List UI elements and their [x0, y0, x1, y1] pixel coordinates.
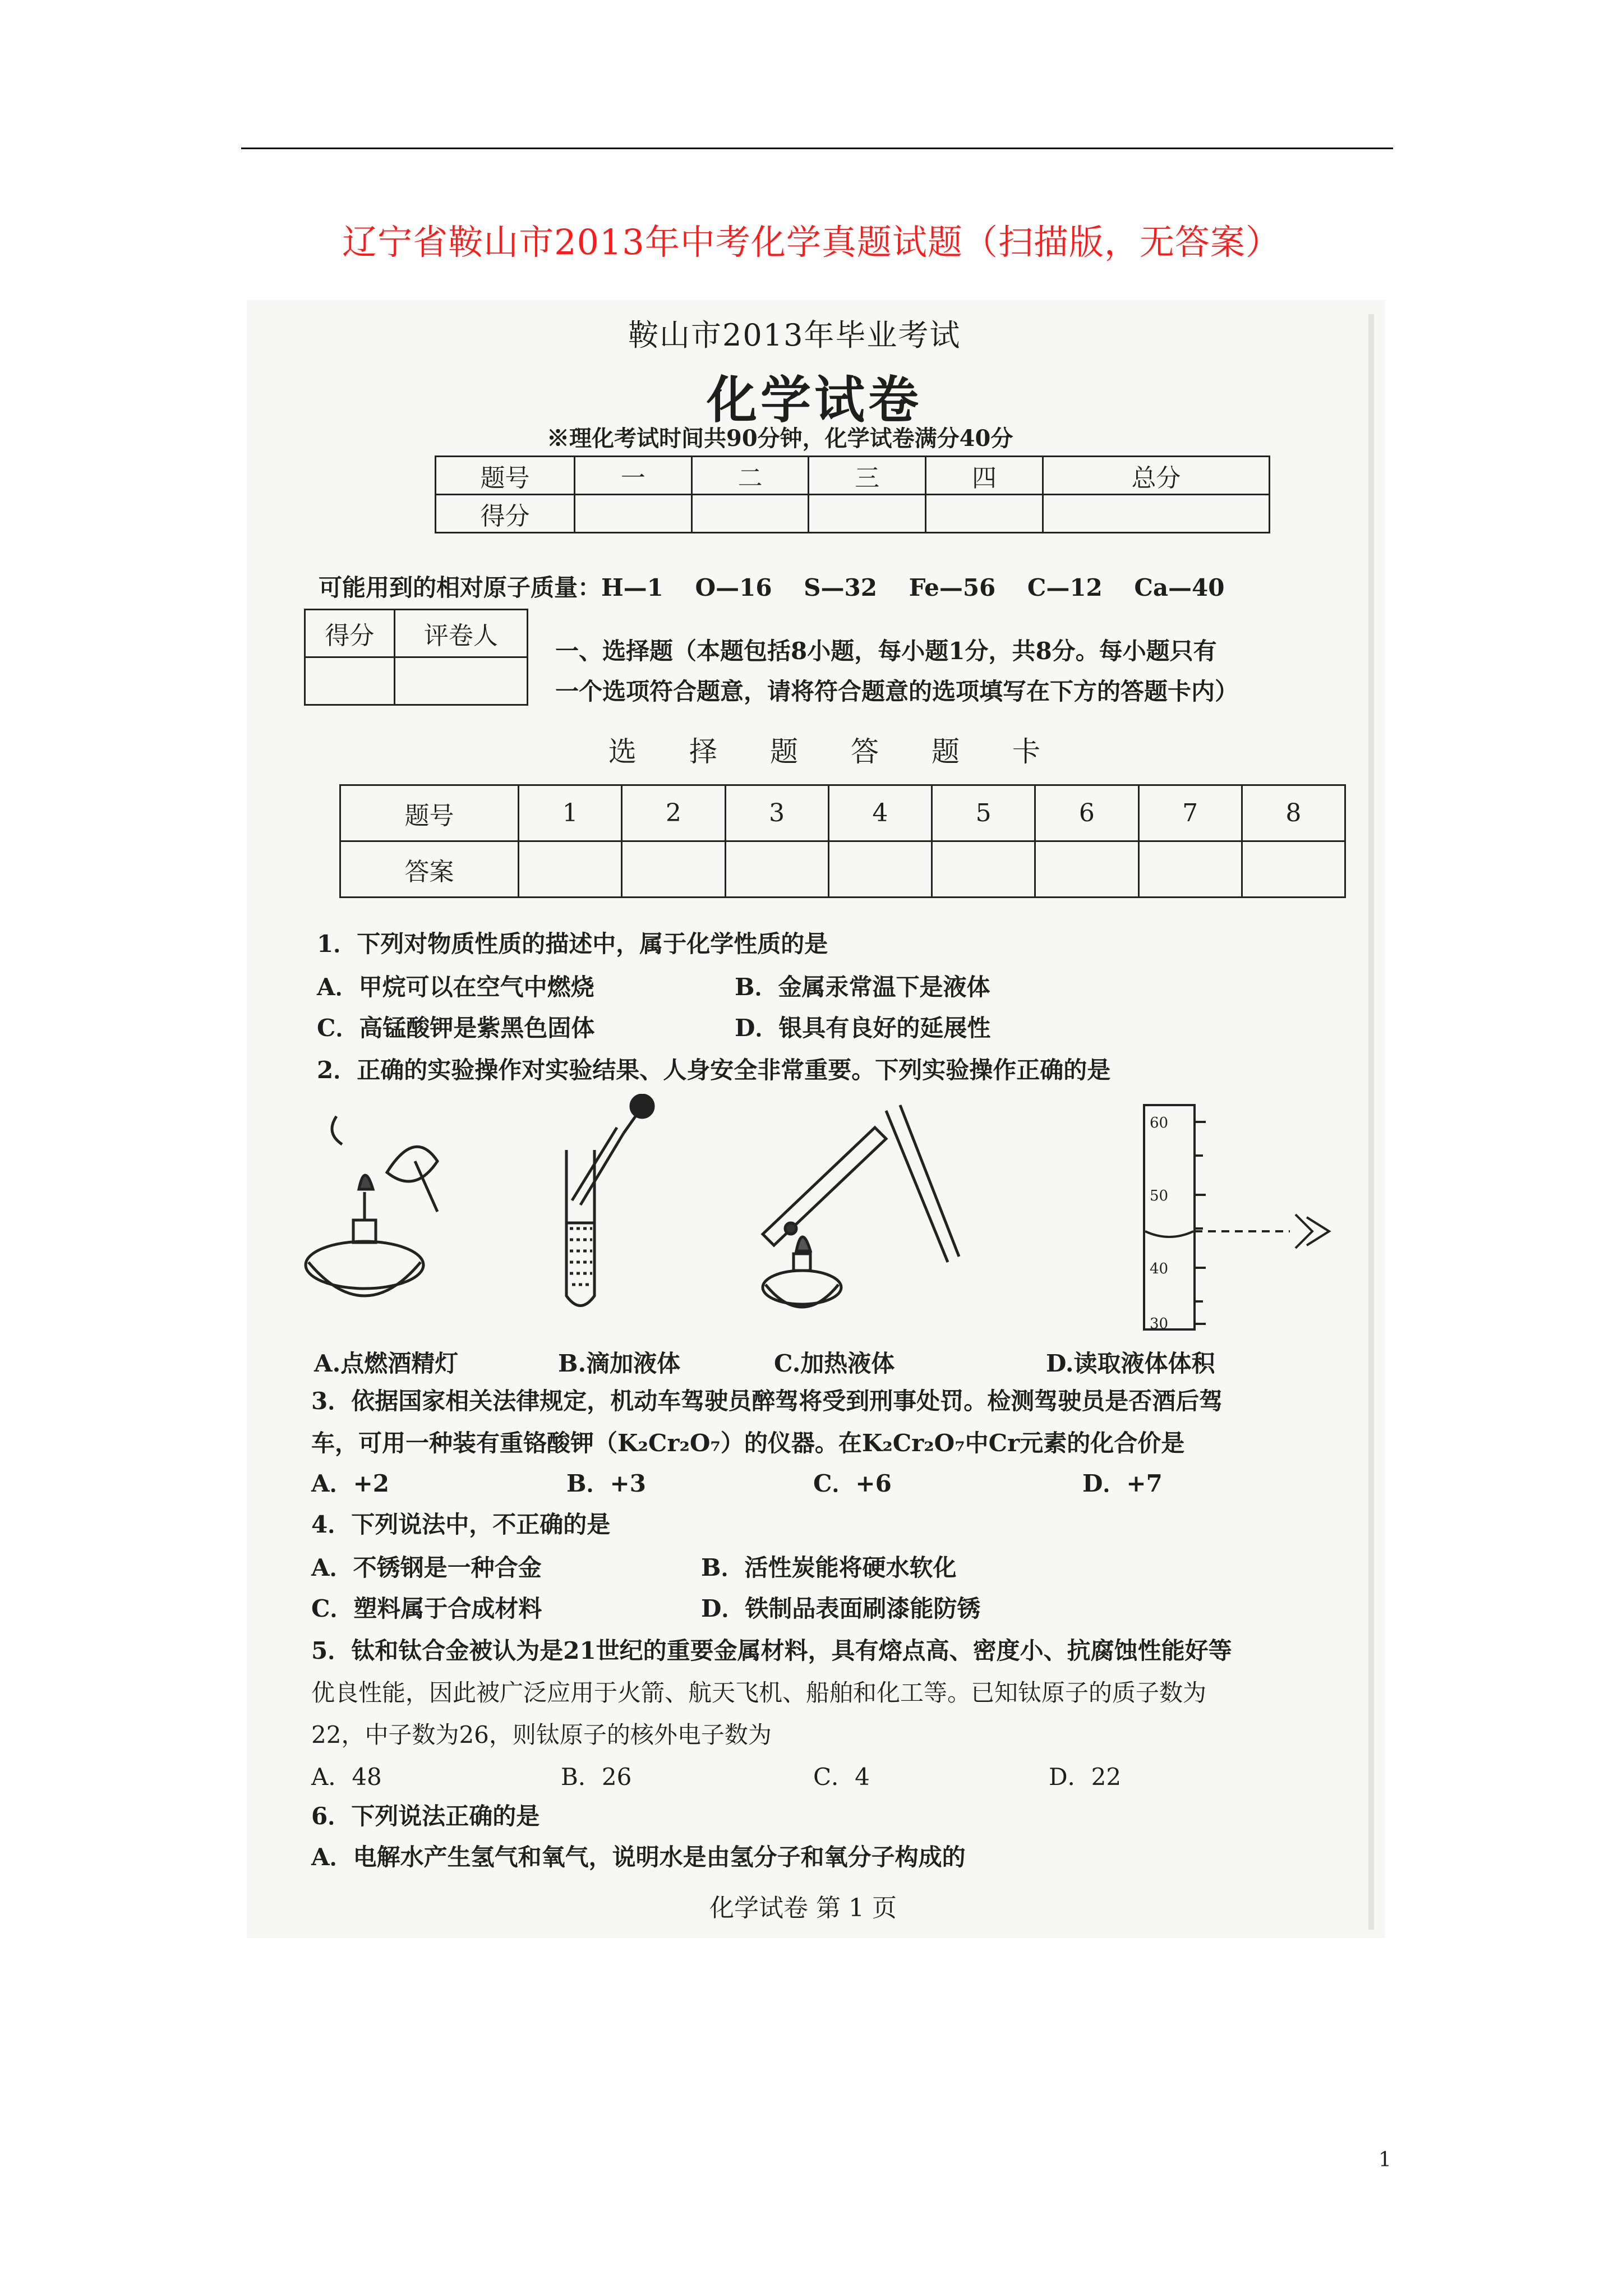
- answer-card-row-label: 题号: [340, 785, 519, 841]
- question-4-option-a: A．不锈钢是一种合金: [311, 1554, 542, 1581]
- exam-note: ※理化考试时间共90分钟，化学试卷满分40分: [547, 425, 1013, 452]
- document-title: 辽宁省鞍山市2013年中考化学真题试题（扫描版，无答案）: [342, 222, 1281, 263]
- question-3-option-a: A．+2: [311, 1470, 390, 1497]
- score-cell: [1043, 495, 1269, 533]
- score-table: [435, 455, 1270, 533]
- question-5-option-b: B．26: [561, 1763, 632, 1791]
- grader-name-label: 评卷人: [394, 610, 527, 657]
- question-4-stem: 4．下列说法中，不正确的是: [311, 1511, 611, 1538]
- answer-card-title-char: 答: [851, 735, 881, 768]
- grader-table: [304, 609, 528, 706]
- question-5-stem: 5．钛和钛合金被认为是21世纪的重要金属材料，具有熔点高、密度小、抗腐蚀性能好等: [311, 1637, 1232, 1664]
- score-cell: [926, 495, 1043, 533]
- question-5-option-d: D．22: [1049, 1763, 1122, 1791]
- question-1-option-c: C．高锰酸钾是紫黑色固体: [317, 1014, 595, 1042]
- score-header-cell: 总分: [1043, 457, 1269, 495]
- question-3-option-d: D．+7: [1082, 1470, 1163, 1497]
- cylinder-tick-label: 50: [1150, 1188, 1169, 1204]
- section1-instructions-line1: 一、选择题（本题包括8小题，每小题1分，共8分。每小题只有: [555, 637, 1217, 665]
- question-3-stem-cont: 车，可用一种装有重铬酸钾（K₂Cr₂O₇）的仪器。在K₂Cr₂O₇中Cr元素的化合价是: [311, 1429, 1185, 1457]
- grader-name-cell: [394, 657, 527, 705]
- answer-card-title-char: 择: [689, 735, 720, 768]
- answer-card-title: [608, 729, 1093, 770]
- graduated-cylinder-icon: [1144, 1105, 1329, 1329]
- answer-cell: [1242, 841, 1345, 898]
- question-3-option-b: B．+3: [566, 1470, 646, 1497]
- question-2-caption-b: B.滴加液体: [558, 1350, 681, 1377]
- score-row-label: 得分: [436, 495, 575, 533]
- question-2-caption-c: C.加热液体: [774, 1350, 895, 1377]
- answer-cell: [725, 841, 828, 898]
- score-header-cell: 二: [691, 457, 809, 495]
- answer-cell: [932, 841, 1035, 898]
- question-4-option-d: D．铁制品表面刷漆能防锈: [701, 1595, 981, 1622]
- cylinder-tick-label: 60: [1150, 1115, 1169, 1131]
- score-cell: [691, 495, 809, 533]
- question-6-stem: 6．下列说法正确的是: [311, 1802, 540, 1830]
- answer-card-number: 2: [622, 785, 725, 841]
- question-1-option-b: B．金属汞常温下是液体: [735, 973, 990, 1001]
- dropping-liquid-icon: [566, 1095, 653, 1306]
- answer-card-number: 5: [932, 785, 1035, 841]
- answer-cell: [519, 841, 622, 898]
- exam-subject-title: 化学试卷: [707, 370, 922, 430]
- score-cell: [575, 495, 692, 533]
- answer-card-table: [339, 784, 1346, 898]
- answer-card-number: 3: [725, 785, 828, 841]
- atomic-masses: 可能用到的相对原子质量：H—1 O—16 S—32 Fe—56 C—12 Ca—40: [319, 574, 1225, 601]
- answer-card-row-label: 答案: [340, 841, 519, 898]
- exam-title: 鞍山市2013年毕业考试: [628, 318, 961, 353]
- question-5-option-a: A．48: [311, 1763, 382, 1791]
- cylinder-tick-label: 30: [1150, 1315, 1169, 1332]
- question-1-option-d: D．银具有良好的延展性: [735, 1014, 991, 1042]
- question-3-stem: 3．依据国家相关法律规定，机动车驾驶员醉驾将受到刑事处罚。检测驾驶员是否酒后驾: [311, 1387, 1223, 1415]
- question-2-caption-a: A.点燃酒精灯: [314, 1350, 459, 1377]
- question-5-option-c: C．4: [813, 1763, 870, 1791]
- answer-card-title-char: 题: [932, 735, 962, 768]
- score-header-cell: 四: [926, 457, 1043, 495]
- question-1-stem: 1．下列对物质性质的描述中，属于化学性质的是: [317, 930, 828, 958]
- question-3-option-c: C．+6: [813, 1470, 892, 1497]
- question-6-option-a: A．电解水产生氢气和氧气，说明水是由氢分子和氧分子构成的: [311, 1843, 966, 1871]
- experiment-illustrations: [303, 1094, 1380, 1335]
- answer-cell: [622, 841, 725, 898]
- question-5-stem-cont2: 22，中子数为26，则钛原子的核外电子数为: [311, 1721, 772, 1749]
- answer-card-number: 4: [828, 785, 932, 841]
- score-header-cell: 三: [809, 457, 926, 495]
- answer-card-number: 8: [1242, 785, 1345, 841]
- answer-card-title-char: 选: [608, 735, 639, 768]
- question-1-option-a: A．甲烷可以在空气中燃烧: [317, 973, 594, 1001]
- answer-card-number: 6: [1035, 785, 1138, 841]
- header-rule: [241, 148, 1393, 149]
- grader-score-cell: [305, 657, 395, 705]
- score-cell: [809, 495, 926, 533]
- answer-cell: [1035, 841, 1138, 898]
- question-5-stem-cont: 优良性能，因此被广泛应用于火箭、航天飞机、船舶和化工等。已知钛原子的质子数为: [311, 1679, 1207, 1706]
- grader-score-label: 得分: [305, 610, 395, 657]
- question-2-caption-d: D.读取液体体积: [1046, 1350, 1215, 1377]
- cylinder-tick-label: 40: [1150, 1260, 1169, 1277]
- answer-card-title-char: 题: [770, 735, 800, 768]
- page-number: 1: [1378, 2148, 1391, 2171]
- question-4-option-b: B．活性炭能将硬水软化: [701, 1554, 957, 1581]
- page-footer: 化学试卷 第 1 页: [709, 1894, 897, 1922]
- answer-cell: [828, 841, 932, 898]
- answer-card-title-char: 卡: [1012, 735, 1043, 768]
- question-4-option-c: C．塑料属于合成材料: [311, 1595, 542, 1622]
- score-header-cell: 题号: [436, 457, 575, 495]
- answer-cell: [1138, 841, 1242, 898]
- section1-instructions-line2: 一个选项符合题意，请将符合题意的选项填写在下方的答题卡内）: [555, 678, 1239, 705]
- alcohol-lamp-lighting-icon: [306, 1116, 437, 1296]
- question-2-stem: 2．正确的实验操作对实验结果、人身安全非常重要。下列实验操作正确的是: [317, 1056, 1111, 1084]
- score-header-cell: 一: [575, 457, 692, 495]
- answer-card-number: 1: [519, 785, 622, 841]
- heating-liquid-icon: [763, 1105, 959, 1307]
- answer-card-number: 7: [1138, 785, 1242, 841]
